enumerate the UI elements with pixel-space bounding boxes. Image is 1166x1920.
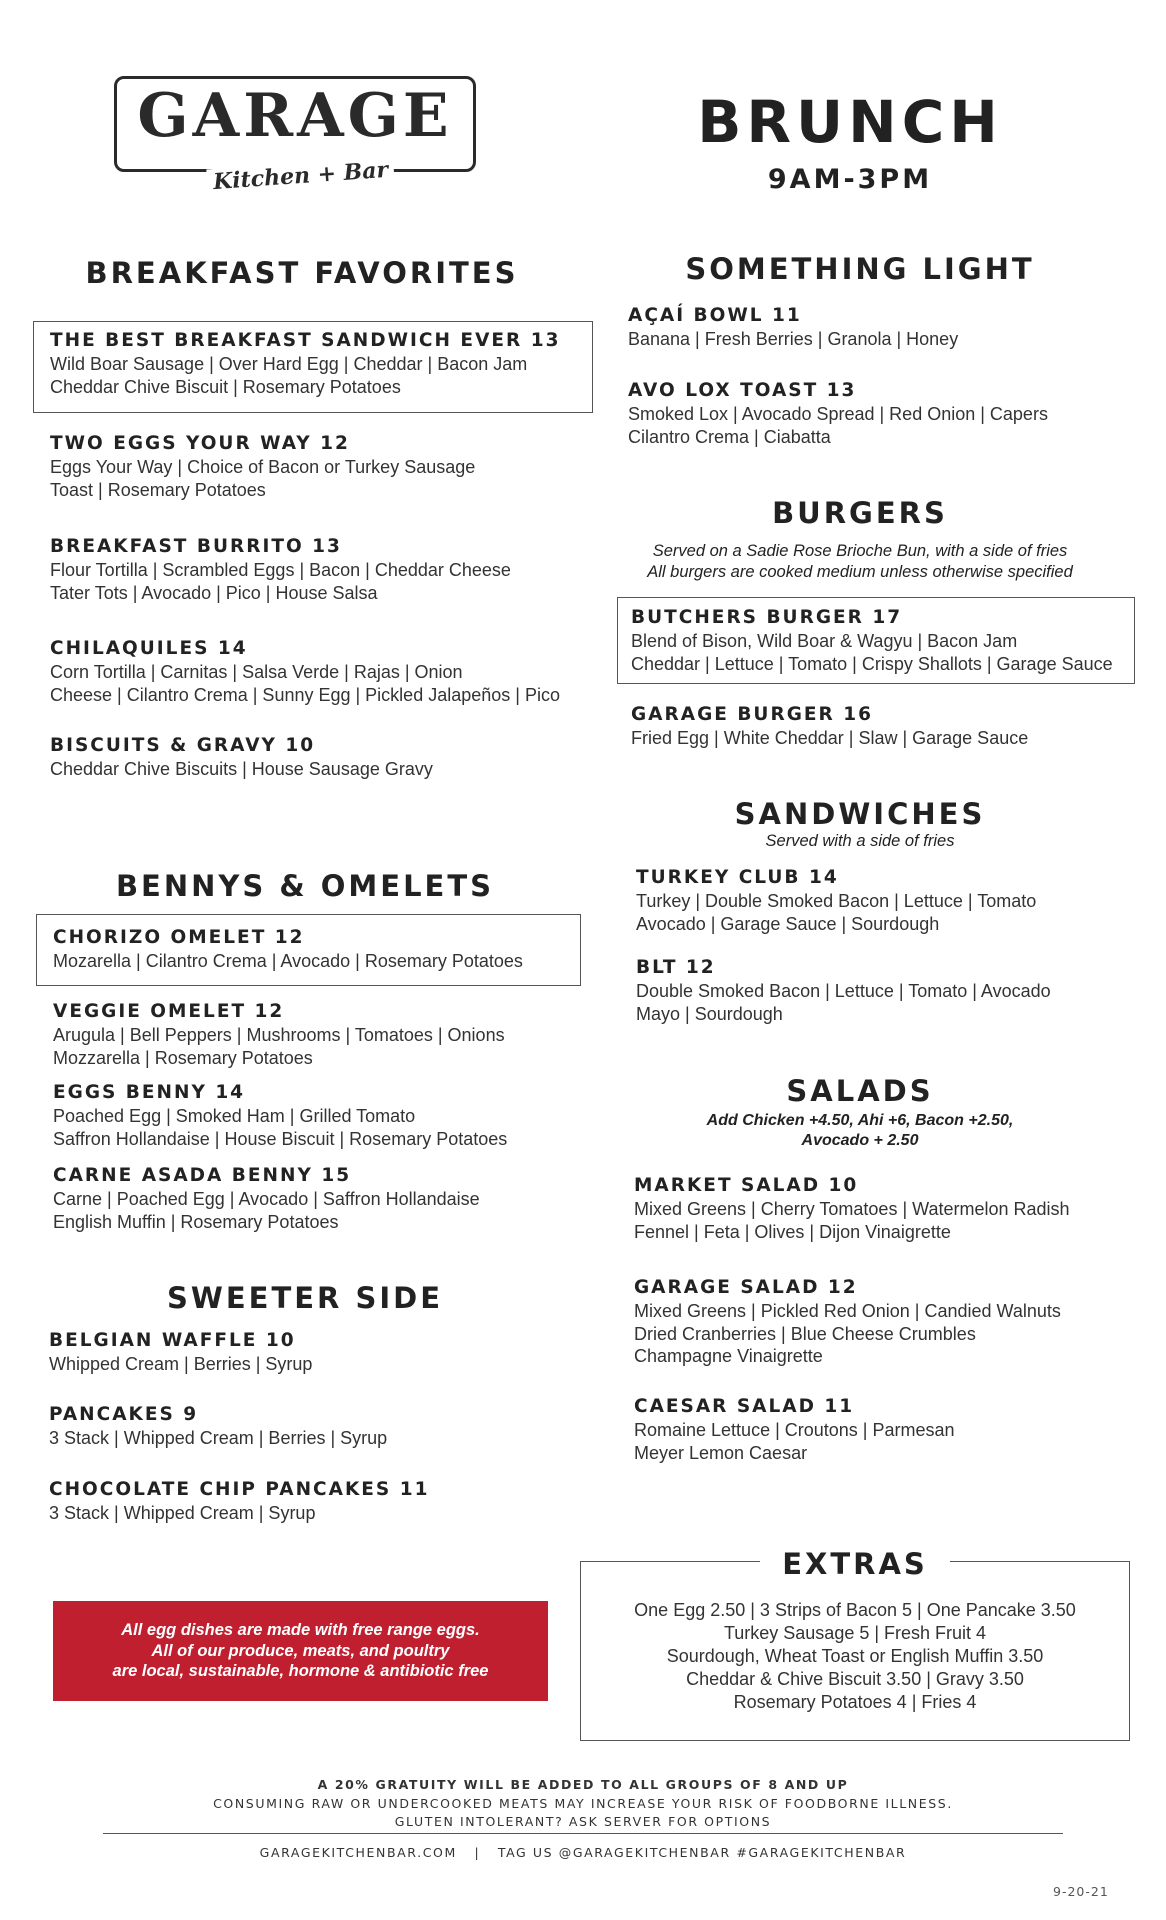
menu-item-name: CARNE ASADA BENNY 15 [53, 1165, 352, 1186]
menu-item [631, 703, 1028, 750]
menu-item-description: English Muffin | Rosemary Potatoes [53, 1211, 339, 1232]
menu-item-description: Cheddar Chive Biscuit | Rosemary Potatoes [50, 376, 401, 397]
menu-item-name: CAESAR SALAD 11 [634, 1396, 855, 1417]
menu-item-description: Mixed Greens | Pickled Red Onion | Candied Walnuts [634, 1301, 1061, 1321]
menu-item-description: Toast | Rosemary Potatoes [50, 479, 266, 500]
menu-item-name: BUTCHERS BURGER 17 [631, 607, 903, 628]
menu-item [53, 926, 523, 973]
extras-line: One Egg 2.50 | 3 Strips of Bacon 5 | One Pancake 3.50 [634, 1600, 1076, 1620]
notice-line: All egg dishes are made with free range eggs. [121, 1621, 480, 1640]
menu-item-name: BLT 12 [636, 957, 716, 978]
menu-item [53, 1081, 507, 1150]
menu-item [634, 1174, 1070, 1243]
burgers-note: Served on a Sadie Rose Brioche Bun, with a side of fries [652, 542, 1068, 560]
sourcing-notice [53, 1601, 548, 1701]
menu-item-name: THE BEST BREAKFAST SANDWICH EVER 13 [50, 330, 561, 351]
menu-item-description: Mozarella | Cilantro Crema | Avocado | Rosemary Potatoes [53, 951, 523, 971]
menu-item-name: PANCAKES 9 [49, 1404, 199, 1425]
menu-item-name: GARAGE BURGER 16 [631, 704, 873, 725]
menu-item-description: Tater Tots | Avocado | Pico | House Salsa [50, 582, 378, 603]
section-title-light: SOMETHING LIGHT [685, 252, 1035, 286]
menu-item-description: Cheddar Chive Biscuits | House Sausage Gravy [50, 759, 433, 779]
menu-item-name: AVO LOX TOAST 13 [628, 380, 857, 401]
food-safety-warning: CONSUMING RAW OR UNDERCOOKED MEATS MAY INCREASE YOUR RISK OF FOODBORNE ILLNESS. [213, 1796, 953, 1811]
menu-item-description: Flour Tortilla | Scrambled Eggs | Bacon | Cheddar Cheese [50, 560, 511, 580]
menu-item-name: TURKEY CLUB 14 [636, 867, 839, 888]
menu-item-name: MARKET SALAD 10 [634, 1175, 859, 1196]
salads-addon-line: Add Chicken +4.50, Ahi +6, Bacon +2.50, [706, 1112, 1014, 1129]
menu-item-description: Arugula | Bell Peppers | Mushrooms | Tomatoes | Onions [53, 1025, 505, 1045]
extras-line: Rosemary Potatoes 4 | Fries 4 [733, 1692, 977, 1712]
menu-item-description: Turkey | Double Smoked Bacon | Lettuce | Tomato [636, 891, 1037, 911]
footer-separator: | [474, 1845, 481, 1860]
menu-item [50, 329, 560, 398]
menu-item [634, 1395, 955, 1464]
menu-item [50, 734, 433, 781]
notice-line: All of our produce, meats, and poultry [151, 1641, 450, 1660]
gluten-notice: GLUTEN INTOLERANT? ASK SERVER FOR OPTIONS [394, 1814, 772, 1829]
menu-item-description: Cheese | Cilantro Crema | Sunny Egg | Pickled Jalapeños | Pico [50, 684, 560, 705]
menu-item-name: BELGIAN WAFFLE 10 [49, 1330, 296, 1351]
website-link[interactable]: GARAGEKITCHENBAR.COM [259, 1845, 457, 1860]
section-title-breakfast: BREAKFAST FAVORITES [85, 256, 519, 290]
menu-item [628, 304, 958, 351]
gratuity-notice: A 20% GRATUITY WILL BE ADDED TO ALL GROUPS OF 8 AND UP [317, 1777, 849, 1792]
logo-wordmark: GARAGE [137, 81, 453, 151]
menu-item [49, 1329, 312, 1376]
menu-item [49, 1478, 429, 1525]
menu-item-description: Smoked Lox | Avocado Spread | Red Onion | Capers [628, 404, 1048, 424]
menu-item-name: GARAGE SALAD 12 [634, 1277, 858, 1298]
menu-item-description: Meyer Lemon Caesar [634, 1442, 808, 1463]
section-title-bennys: BENNYS & OMELETS [115, 869, 495, 903]
menu-item [636, 866, 1036, 935]
menu-item-name: BISCUITS & GRAVY 10 [50, 735, 316, 756]
section-title-sweeter: SWEETER SIDE [166, 1281, 444, 1315]
menu-item-name: AÇAÍ BOWL 11 [628, 305, 802, 326]
menu-item-description: Wild Boar Sausage | Over Hard Egg | Cheddar | Bacon Jam [50, 354, 528, 374]
menu-item-name: CHORIZO OMELET 12 [53, 927, 305, 948]
menu-item-description: Saffron Hollandaise | House Biscuit | Rosemary Potatoes [53, 1128, 508, 1149]
menu-item-description: Whipped Cream | Berries | Syrup [49, 1354, 313, 1374]
menu-item-description: Carne | Poached Egg | Avocado | Saffron Hollandaise [53, 1189, 480, 1209]
menu-item-description: Double Smoked Bacon | Lettuce | Tomato | Avocado [636, 981, 1051, 1001]
menu-item-description: Mixed Greens | Cherry Tomatoes | Watermelon Radish [634, 1199, 1070, 1219]
section-title-burgers: BURGERS [772, 496, 948, 530]
menu-item [628, 379, 1048, 448]
menu-item-description: 3 Stack | Whipped Cream | Berries | Syrup [49, 1428, 388, 1448]
burgers-note: All burgers are cooked medium unless otherwise specified [647, 563, 1073, 581]
menu-item-description: Corn Tortilla | Carnitas | Salsa Verde | Rajas | Onion [50, 662, 463, 682]
menu-item-description: Mozzarella | Rosemary Potatoes [53, 1047, 313, 1068]
menu-item [50, 637, 560, 706]
menu-item [53, 1164, 480, 1233]
menu-item-description: Fried Egg | White Cheddar | Slaw | Garage Sauce [631, 728, 1029, 748]
menu-item-description: Cheddar | Lettuce | Tomato | Crispy Shallots | Garage Sauce [631, 653, 1113, 674]
extras-list [580, 1599, 1130, 1714]
menu-item-description: Champagne Vinaigrette [634, 1346, 823, 1366]
salads-addon-line: Avocado + 2.50 [801, 1132, 919, 1149]
menu-item-description: 3 Stack | Whipped Cream | Syrup [49, 1503, 316, 1523]
section-title-sandwiches: SANDWICHES [734, 797, 986, 831]
menu-item [49, 1403, 387, 1450]
menu-item-description: Mayo | Sourdough [636, 1003, 783, 1024]
menu-item [50, 432, 475, 501]
menu-item-description: Cilantro Crema | Ciabatta [628, 426, 831, 447]
extras-line: Cheddar & Chive Biscuit 3.50 | Gravy 3.50 [686, 1669, 1024, 1689]
menu-item-description: Dried Cranberries | Blue Cheese Crumbles [634, 1323, 976, 1344]
menu-item-description: Romaine Lettuce | Croutons | Parmesan [634, 1420, 955, 1440]
footer-links [0, 1845, 1166, 1860]
service-hours: 9AM-3PM [767, 164, 933, 195]
menu-item-name: BREAKFAST BURRITO 13 [50, 536, 342, 557]
menu-item-name: VEGGIE OMELET 12 [53, 1001, 285, 1022]
section-title-extras: EXTRAS [760, 1547, 950, 1581]
menu-date: 9-20-21 [1053, 1884, 1109, 1899]
social-tag: TAG US @GARAGEKITCHENBAR #GARAGEKITCHENBAR [497, 1845, 907, 1860]
extras-line: Turkey Sausage 5 | Fresh Fruit 4 [723, 1623, 987, 1643]
menu-item-name: CHOCOLATE CHIP PANCAKES 11 [49, 1479, 430, 1500]
logo-tagline: Kitchen + Bar [206, 157, 395, 196]
menu-item [634, 1276, 1061, 1368]
footer-divider [103, 1833, 1063, 1834]
section-title-salads: SALADS [786, 1074, 934, 1108]
extras-line: Sourdough, Wheat Toast or English Muffin 3.50 [666, 1646, 1044, 1666]
menu-item [53, 1000, 505, 1069]
menu-item-name: TWO EGGS YOUR WAY 12 [50, 433, 350, 454]
menu-item [631, 606, 1113, 675]
menu-item-description: Banana | Fresh Berries | Granola | Honey [628, 329, 959, 349]
notice-line: are local, sustainable, hormone & antibiotic free [112, 1662, 489, 1681]
menu-item-description: Eggs Your Way | Choice of Bacon or Turkey Sausage [50, 457, 476, 477]
page-title: BRUNCH [697, 88, 1003, 156]
menu-item-name: CHILAQUILES 14 [50, 638, 248, 659]
menu-item [50, 535, 511, 604]
menu-item-description: Poached Egg | Smoked Ham | Grilled Tomato [53, 1106, 416, 1126]
menu-item-description: Blend of Bison, Wild Boar & Wagyu | Bacon Jam [631, 631, 1018, 651]
menu-item-description: Avocado | Garage Sauce | Sourdough [636, 913, 940, 934]
menu-item [636, 956, 1051, 1025]
menu-item-description: Fennel | Feta | Olives | Dijon Vinaigrette [634, 1221, 951, 1242]
menu-item-name: EGGS BENNY 14 [53, 1082, 246, 1103]
sandwiches-note: Served with a side of fries [765, 832, 955, 850]
salads-addons [600, 1111, 1120, 1151]
garage-logo [114, 76, 476, 196]
